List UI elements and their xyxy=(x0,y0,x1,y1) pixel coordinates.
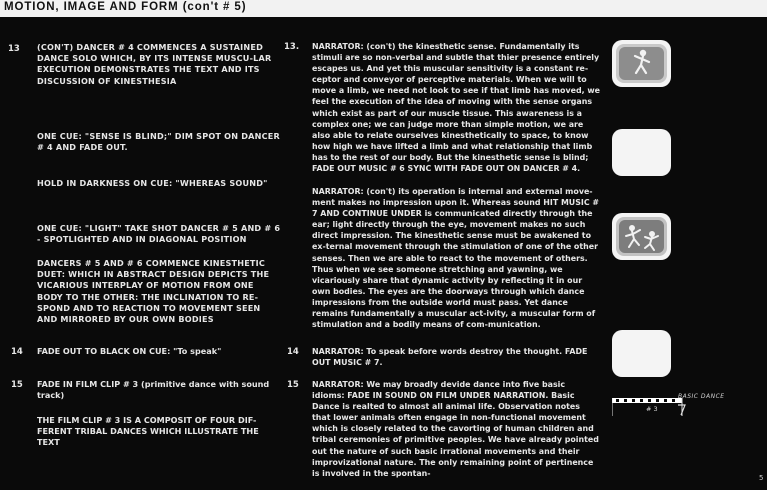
cue-kinesthetic-duet: DANCERS # 5 AND # 6 COMMENCE KINESTHETIC DUET: WHICH IN ABSTRACT DESIGN DEPICTS THE VICARIOUS INTERPLAY OF MOTION FROM ONE BODY TO THE OTHER: THE INCLINATION TO RE-SPOND AND TO REACTION TO MOVEMENT SEEN AND MIRRORED BY OUR OWN BODIES xyxy=(37,258,270,325)
film-frame-blank-1 xyxy=(612,129,671,176)
cue-hold-darkness: HOLD IN DARKNESS ON CUE: "WHEREAS SOUND" xyxy=(37,178,268,188)
narration-number-15: 15 xyxy=(287,380,299,390)
page-number: 5 xyxy=(759,474,764,482)
cue-film-clip-description: THE FILM CLIP # 3 IS A COMPOSIT OF FOUR DIF-FERENT TRIBAL DANCES WHICH ILLUSTRATE THE TEXT xyxy=(37,415,259,448)
film-frame-blank-2 xyxy=(612,330,671,377)
cue-light-spot: ONE CUE: "LIGHT" TAKE SHOT DANCER # 5 AND # 6 - SPOTLIGHTED AND IN DIAGONAL POSITION xyxy=(37,223,281,245)
narration-kinesthetic-p1: NARRATOR: (con't) the kinesthetic sense. Fundamentally its stimuli are so non-verbal and subtle that thier presence entirely escapes us. And yet this muscular sensitivity is a constant re-ceptor and conveyor of perceptive materials. When we will to move a limb, we need not look to see if that limb has moved, we feel the execution of the idea of moving with the sense organs which exist as part of our muscle tissue. This awareness is a complex one; we can judge more than simple motion, we are also able to relate ourselves kinesthetically to space, to know how high we have lifted a limb and what relationship that limb has to the rest of our body. But the kinesthetic sense is blind; FADE OUT MUSIC # 6 SYNC WITH FADE OUT ON DANCER # 4. xyxy=(312,42,600,174)
film-frame-dancer-solo xyxy=(612,40,671,87)
cue-dancer-solo: (CON'T) DANCER # 4 COMMENCES A SUSTAINED DANCE SOLO WHICH, BY ITS INTENSE MUSCU-LAR EXECUTION DEMONSTRATES THE TEXT AND ITS DISCUSSION OF KINESTHESIA xyxy=(37,42,272,86)
narration-kinesthetic-p2: NARRATOR: (con't) its operation is internal and external move-ment makes no impression upon it. Whereas sound HIT MUSIC # 7 AND CONTINUE UNDER is communicated directly through the ear; light directly through the eye, movement makes no such direct impression. The kinesthetic sense must be awakened to ex-ternal movement through the stimulation of one of the other senses. Then we are able to react to the movement of others. Thus when we see someone stretching and yawning, we vicariously share that dynamic activity by reflecting it in our own bodies. The eyes are the doorways through which dance impressions from the outside world must pass. Yet dance remains fundamentally a muscular act-ivity, a muscular form of stimulation and a bodily means of com-munication. xyxy=(312,187,599,330)
cue-fade-to-black: FADE OUT TO BLACK ON CUE: "To speak" xyxy=(37,346,222,356)
narration-number-13: 13. xyxy=(284,42,300,52)
cue-number-15: 15 xyxy=(11,380,23,390)
duet-dancers-icon xyxy=(612,213,671,260)
page-title: MOTION, IMAGE AND FORM (con't # 5) xyxy=(4,1,247,13)
cue-film-clip-fade-in: FADE IN FILM CLIP # 3 (primitive dance with sound track) xyxy=(37,379,270,401)
film-strip-icon xyxy=(612,397,712,419)
cue-number-14: 14 xyxy=(11,347,23,357)
basic-dance-handwritten-label: BASIC DANCE xyxy=(678,393,725,400)
dancer-figure-icon xyxy=(612,40,671,87)
film-clip-strip xyxy=(612,397,712,419)
page-header xyxy=(0,0,767,17)
narration-to-speak: NARRATOR: To speak before words destroy the thought. FADE OUT MUSIC # 7. xyxy=(312,347,588,368)
film-strip-mark: # 3 xyxy=(646,405,658,413)
narration-basic-idioms: NARRATOR: We may broadly devide dance into five basic idioms: FADE IN SOUND ON FILM UNDER NARRATION. Basic Dance is realted to almost all animal life. Observation notes that lower animals often engage in non-functional movement which is closely related to the cavorting of human children and tribal ceremonies of primitive peoples. We have already pointed out the nature of such basic irrational movements and their improvizational nature. The only remaining point of pertinence is involved in the spontan- xyxy=(312,380,599,478)
film-frame-duet xyxy=(612,213,671,260)
cue-sense-blind: ONE CUE: "SENSE IS BLIND;" DIM SPOT ON DANCER # 4 AND FADE OUT. xyxy=(37,131,280,153)
narration-number-14: 14 xyxy=(287,347,299,357)
cue-number-13: 13 xyxy=(8,44,20,54)
